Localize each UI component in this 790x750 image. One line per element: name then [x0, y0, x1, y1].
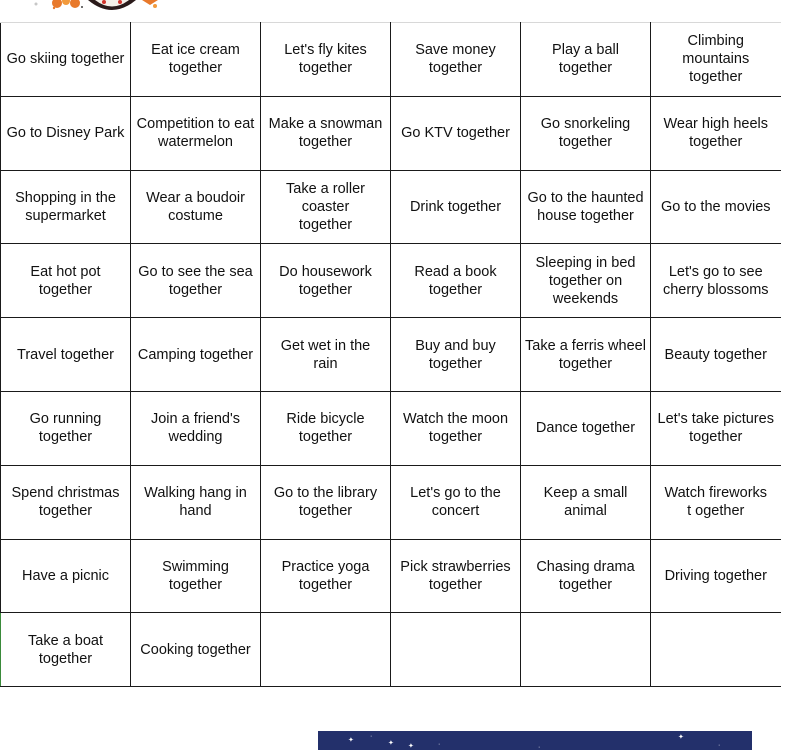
- grid-cell: Climbing mountains together: [651, 23, 781, 97]
- star-icon: ·: [538, 744, 541, 750]
- grid-cell: Drink together: [391, 170, 521, 244]
- grid-cell: Do housework together: [261, 244, 391, 318]
- grid-cell: Ride bicycle together: [261, 391, 391, 465]
- grid-cell: Go skiing together: [1, 23, 131, 97]
- grid-cell: Chasing drama together: [521, 539, 651, 613]
- grid-cell: Let's go to see cherry blossoms: [651, 244, 781, 318]
- star-icon: ✦: [348, 737, 354, 744]
- grid-cell: Take a boat together: [1, 613, 131, 687]
- grid-cell: Play a ball together: [521, 23, 651, 97]
- cartoon-illustration-icon: [0, 0, 790, 22]
- grid-body: [1, 23, 781, 687]
- grid-row: [1, 244, 781, 318]
- grid-cell: Let's go to the concert: [391, 465, 521, 539]
- star-icon: ·: [718, 742, 721, 749]
- grid-cell: Go running together: [1, 391, 131, 465]
- grid-cell: Shopping in the supermarket: [1, 170, 131, 244]
- grid-cell: Go snorkeling together: [521, 96, 651, 170]
- grid-cell: Keep a small animal: [521, 465, 651, 539]
- grid-cell: Go to the movies: [651, 170, 781, 244]
- star-icon: ·: [370, 733, 373, 740]
- grid-cell: Buy and buy together: [391, 318, 521, 392]
- grid-cell: Swimming together: [131, 539, 261, 613]
- grid-cell: Go KTV together: [391, 96, 521, 170]
- grid-row: [1, 539, 781, 613]
- grid-row: [1, 613, 781, 687]
- grid-cell: Eat hot pot together: [1, 244, 131, 318]
- grid-cell: [651, 613, 781, 687]
- grid-cell: [521, 613, 651, 687]
- grid-cell: Go to the library together: [261, 465, 391, 539]
- grid-cell: Join a friend's wedding: [131, 391, 261, 465]
- grid-cell: Eat ice cream together: [131, 23, 261, 97]
- grid-cell: [261, 613, 391, 687]
- grid-cell: [391, 613, 521, 687]
- grid-row: [1, 96, 781, 170]
- grid-cell: Pick strawberries together: [391, 539, 521, 613]
- grid-cell: Watch fireworks t ogether: [651, 465, 781, 539]
- activity-grid: [0, 22, 781, 687]
- grid-cell: Take a ferris wheel together: [521, 318, 651, 392]
- grid-cell: Watch the moon together: [391, 391, 521, 465]
- star-icon: ·: [438, 741, 441, 748]
- star-icon: ✦: [388, 740, 394, 747]
- grid-cell: Beauty together: [651, 318, 781, 392]
- grid-cell: Go to the haunted house together: [521, 170, 651, 244]
- grid-cell: Travel together: [1, 318, 131, 392]
- grid-row: [1, 465, 781, 539]
- grid-cell: Get wet in the rain: [261, 318, 391, 392]
- grid-cell: Driving together: [651, 539, 781, 613]
- grid-cell: Wear a boudoir costume: [131, 170, 261, 244]
- grid-cell: Sleeping in bed together on weekends: [521, 244, 651, 318]
- grid-cell: Let's take pictures together: [651, 391, 781, 465]
- star-icon: ✦: [678, 734, 684, 741]
- grid-cell: Let's fly kites together: [261, 23, 391, 97]
- grid-row: [1, 23, 781, 97]
- grid-cell: Wear high heels together: [651, 96, 781, 170]
- grid-row: [1, 170, 781, 244]
- grid-cell: Go to see the sea together: [131, 244, 261, 318]
- grid-cell: Take a roller coaster together: [261, 170, 391, 244]
- grid-cell: Save money together: [391, 23, 521, 97]
- grid-cell: Competition to eat watermelon: [131, 96, 261, 170]
- grid-cell: Go to Disney Park: [1, 96, 131, 170]
- grid-row: [1, 391, 781, 465]
- grid-cell: Walking hang in hand: [131, 465, 261, 539]
- bottom-banner: [318, 731, 752, 750]
- top-illustration: [0, 0, 790, 22]
- grid-cell: Have a picnic: [1, 539, 131, 613]
- grid-cell: Make a snowman together: [261, 96, 391, 170]
- grid-cell: Read a book together: [391, 244, 521, 318]
- grid-cell: Spend christmas together: [1, 465, 131, 539]
- grid-cell: Dance together: [521, 391, 651, 465]
- grid-cell: Camping together: [131, 318, 261, 392]
- grid-cell: Practice yoga together: [261, 539, 391, 613]
- star-icon: ✦: [408, 743, 414, 750]
- grid-cell: Cooking together: [131, 613, 261, 687]
- grid-row: [1, 318, 781, 392]
